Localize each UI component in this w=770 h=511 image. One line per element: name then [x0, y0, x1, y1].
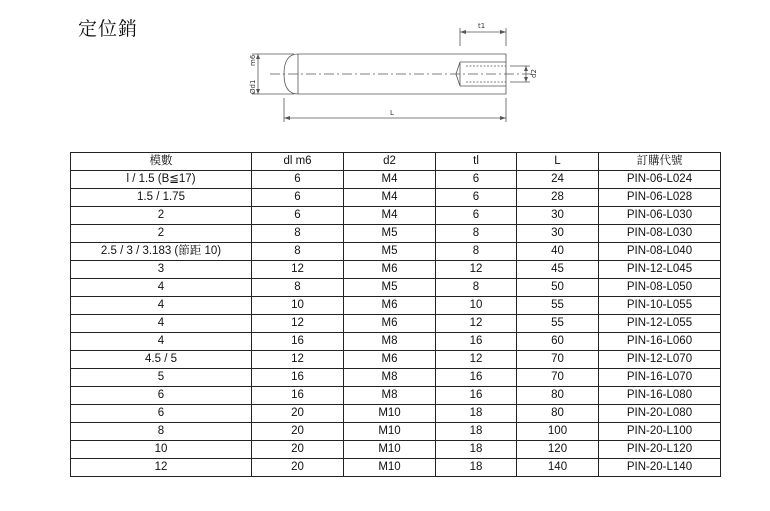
- cell-module: 4: [71, 333, 252, 351]
- table-row: [71, 315, 721, 333]
- table-row: [71, 369, 721, 387]
- cell-d2: M6: [344, 297, 436, 315]
- table-row: [71, 297, 721, 315]
- cell-d1: 8: [252, 279, 344, 297]
- cell-t1: 16: [436, 387, 517, 405]
- cell-d1: 6: [252, 189, 344, 207]
- cell-d1: 6: [252, 207, 344, 225]
- cell-module: 6: [71, 387, 252, 405]
- cell-t1: 8: [436, 279, 517, 297]
- cell-order-code: PIN-08-L030: [599, 225, 721, 243]
- table-row: [71, 189, 721, 207]
- cell-t1: 16: [436, 369, 517, 387]
- cell-order-code: PIN-20-L140: [599, 459, 721, 477]
- cell-order-code: PIN-20-L120: [599, 441, 721, 459]
- cell-order-code: PIN-06-L028: [599, 189, 721, 207]
- table-row: [71, 423, 721, 441]
- cell-length: 80: [517, 387, 599, 405]
- cell-d2: M5: [344, 225, 436, 243]
- cell-d2: M6: [344, 261, 436, 279]
- cell-d2: M4: [344, 189, 436, 207]
- cell-module: l / 1.5 (B≦17): [71, 171, 252, 189]
- dim-L-label: L: [390, 109, 394, 117]
- pin-technical-drawing: [240, 18, 550, 128]
- cell-d1: 8: [252, 243, 344, 261]
- cell-length: 60: [517, 333, 599, 351]
- cell-d2: M10: [344, 423, 436, 441]
- cell-order-code: PIN-20-L100: [599, 423, 721, 441]
- cell-length: 80: [517, 405, 599, 423]
- cell-order-code: PIN-10-L055: [599, 297, 721, 315]
- cell-module: 4: [71, 279, 252, 297]
- cell-module: 2: [71, 207, 252, 225]
- header-d1: dl m6: [252, 153, 344, 171]
- cell-d1: 20: [252, 441, 344, 459]
- cell-module: 4.5 / 5: [71, 351, 252, 369]
- specification-table: [70, 152, 721, 477]
- cell-order-code: PIN-06-L030: [599, 207, 721, 225]
- cell-t1: 6: [436, 207, 517, 225]
- cell-t1: 8: [436, 225, 517, 243]
- table-row: [71, 279, 721, 297]
- cell-d2: M4: [344, 207, 436, 225]
- cell-t1: 16: [436, 333, 517, 351]
- cell-d1: 16: [252, 333, 344, 351]
- cell-d1: 10: [252, 297, 344, 315]
- table-row: [71, 459, 721, 477]
- cell-module: 2: [71, 225, 252, 243]
- cell-order-code: PIN-20-L080: [599, 405, 721, 423]
- cell-module: 4: [71, 297, 252, 315]
- cell-d1: 12: [252, 261, 344, 279]
- cell-d2: M8: [344, 369, 436, 387]
- table-row: [71, 387, 721, 405]
- cell-d1: 20: [252, 405, 344, 423]
- cell-length: 55: [517, 315, 599, 333]
- header-length: L: [517, 153, 599, 171]
- cell-length: 120: [517, 441, 599, 459]
- cell-t1: 12: [436, 315, 517, 333]
- cell-order-code: PIN-12-L055: [599, 315, 721, 333]
- cell-t1: 18: [436, 423, 517, 441]
- cell-order-code: PIN-16-L070: [599, 369, 721, 387]
- dim-d2-label: d2: [530, 69, 538, 78]
- table-row: [71, 333, 721, 351]
- cell-d2: M5: [344, 279, 436, 297]
- header-d2: d2: [344, 153, 436, 171]
- cell-d1: 12: [252, 351, 344, 369]
- table-row: [71, 405, 721, 423]
- cell-module: 12: [71, 459, 252, 477]
- cell-d1: 16: [252, 369, 344, 387]
- cell-t1: 12: [436, 351, 517, 369]
- cell-length: 55: [517, 297, 599, 315]
- cell-module: 5: [71, 369, 252, 387]
- page-title: 定位銷: [78, 18, 139, 40]
- table-header-row: [71, 153, 721, 171]
- cell-length: 70: [517, 351, 599, 369]
- cell-length: 24: [517, 171, 599, 189]
- cell-d2: M10: [344, 441, 436, 459]
- dim-tolerance-label: m6: [249, 54, 257, 66]
- cell-length: 45: [517, 261, 599, 279]
- cell-module: 1.5 / 1.75: [71, 189, 252, 207]
- cell-module: 10: [71, 441, 252, 459]
- cell-d1: 20: [252, 459, 344, 477]
- cell-t1: 10: [436, 297, 517, 315]
- cell-length: 30: [517, 207, 599, 225]
- cell-order-code: PIN-08-L050: [599, 279, 721, 297]
- table-row: [71, 207, 721, 225]
- cell-d2: M10: [344, 405, 436, 423]
- cell-length: 50: [517, 279, 599, 297]
- cell-order-code: PIN-16-L060: [599, 333, 721, 351]
- cell-length: 100: [517, 423, 599, 441]
- cell-length: 28: [517, 189, 599, 207]
- cell-d2: M6: [344, 351, 436, 369]
- table-row: [71, 441, 721, 459]
- cell-length: 140: [517, 459, 599, 477]
- cell-d1: 12: [252, 315, 344, 333]
- cell-order-code: PIN-08-L040: [599, 243, 721, 261]
- cell-t1: 18: [436, 405, 517, 423]
- cell-d2: M8: [344, 387, 436, 405]
- cell-d1: 8: [252, 225, 344, 243]
- cell-d1: 16: [252, 387, 344, 405]
- header-module: 模數: [71, 153, 252, 171]
- cell-d2: M5: [344, 243, 436, 261]
- cell-t1: 18: [436, 441, 517, 459]
- cell-order-code: PIN-16-L080: [599, 387, 721, 405]
- cell-module: 4: [71, 315, 252, 333]
- cell-t1: 6: [436, 171, 517, 189]
- table-row: [71, 225, 721, 243]
- cell-order-code: PIN-12-L045: [599, 261, 721, 279]
- header-t1: tl: [436, 153, 517, 171]
- cell-module: 3: [71, 261, 252, 279]
- cell-module: 8: [71, 423, 252, 441]
- cell-d2: M4: [344, 171, 436, 189]
- cell-d1: 20: [252, 423, 344, 441]
- dim-t1-label: t1: [478, 22, 486, 30]
- cell-t1: 6: [436, 189, 517, 207]
- cell-module: 2.5 / 3 / 3.183 (節距 10): [71, 243, 252, 261]
- header-order-code: 訂購代號: [599, 153, 721, 171]
- cell-t1: 12: [436, 261, 517, 279]
- table-row: [71, 171, 721, 189]
- table-row: [71, 351, 721, 369]
- dim-d1-label: Ød1: [249, 79, 257, 94]
- cell-d2: M8: [344, 333, 436, 351]
- cell-d2: M6: [344, 315, 436, 333]
- cell-order-code: PIN-12-L070: [599, 351, 721, 369]
- cell-length: 40: [517, 243, 599, 261]
- cell-module: 6: [71, 405, 252, 423]
- cell-length: 70: [517, 369, 599, 387]
- cell-t1: 8: [436, 243, 517, 261]
- table-row: [71, 243, 721, 261]
- cell-d2: M10: [344, 459, 436, 477]
- cell-order-code: PIN-06-L024: [599, 171, 721, 189]
- cell-t1: 18: [436, 459, 517, 477]
- table-row: [71, 261, 721, 279]
- cell-length: 30: [517, 225, 599, 243]
- cell-d1: 6: [252, 171, 344, 189]
